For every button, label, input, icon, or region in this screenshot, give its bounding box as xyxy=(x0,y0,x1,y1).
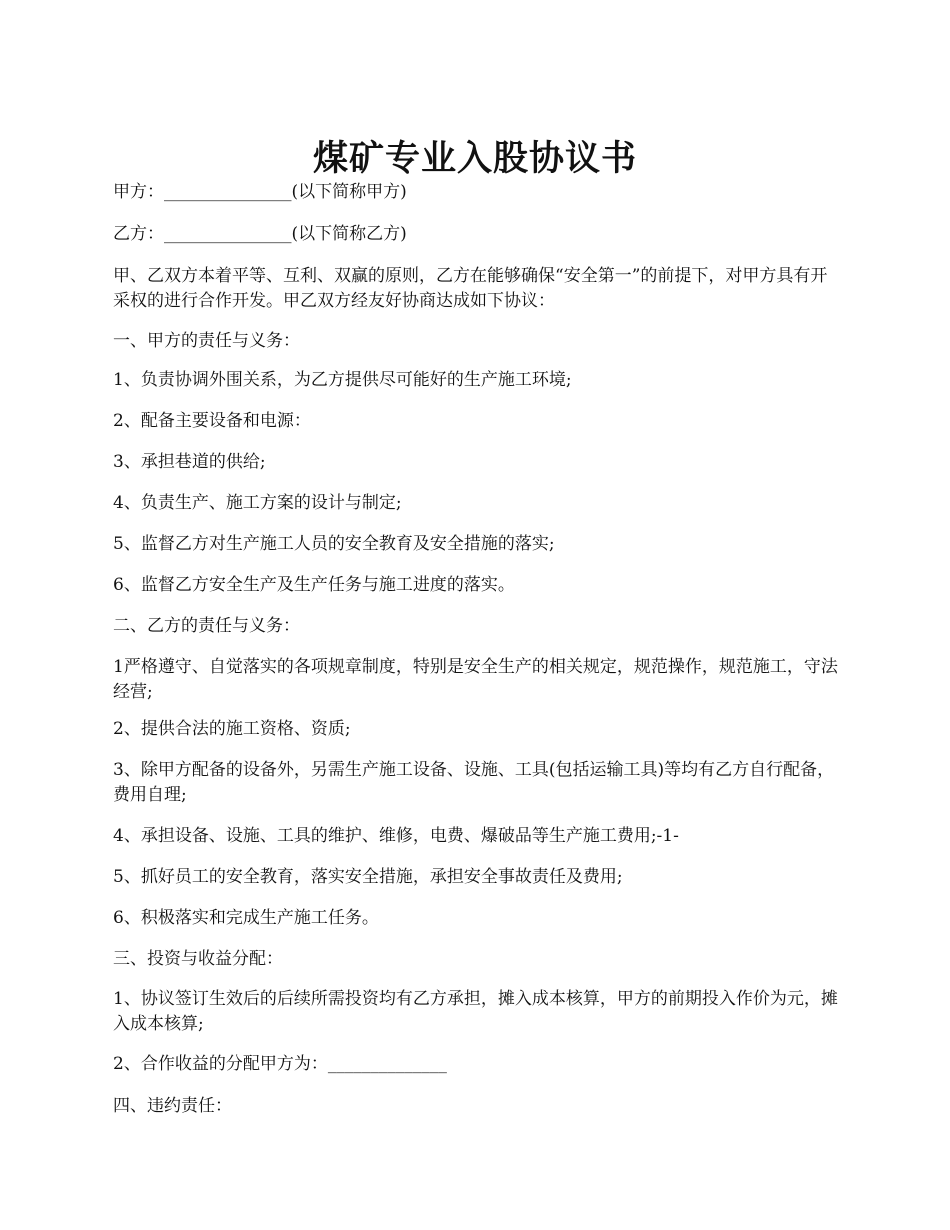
list-item: 6、监督乙方安全生产及生产任务与施工进度的落实。 xyxy=(113,575,515,595)
section-heading-4: 四、违约责任： xyxy=(113,1096,232,1116)
document-title: 煤矿专业入股协议书 xyxy=(312,138,637,180)
section-heading-2: 二、乙方的责任与义务： xyxy=(113,616,300,636)
list-item: 1、协议签订生效后的后续所需投资均有乙方承担，摊入成本核算，甲方的前期投入作价为元，摊入成本核算; xyxy=(113,989,838,1034)
list-item: 4、承担设备、设施、工具的维护、维修，电费、爆破品等生产施工费用;-1- xyxy=(113,826,679,846)
list-item: 2、提供合法的施工资格、资质; xyxy=(113,719,351,739)
list-item: 4、负责生产、施工方案的设计与制定; xyxy=(113,493,402,513)
list-item: 2、合作收益的分配甲方为：______________ xyxy=(113,1054,447,1074)
party-a-line: 甲方：_______________(以下简称甲方) xyxy=(113,182,407,202)
list-item: 2、配备主要设备和电源： xyxy=(113,411,311,431)
list-item: 5、监督乙方对生产施工人员的安全教育及安全措施的落实; xyxy=(113,534,555,554)
preamble-paragraph: 甲、乙双方本着平等、互利、双赢的原则，乙方在能够确保“安全第一”的前提下，对甲方具有开采权的进行合作开发。甲乙双方经友好协商达成如下协议： xyxy=(113,266,828,311)
section-heading-3: 三、投资与收益分配： xyxy=(113,949,283,969)
list-item: 5、抓好员工的安全教育，落实安全措施，承担安全事故责任及费用; xyxy=(113,867,623,887)
list-item: 1严格遵守、自觉落实的各项规章制度，特别是安全生产的相关规定，规范操作，规范施工，守法经营; xyxy=(113,657,838,702)
section-heading-1: 一、甲方的责任与义务： xyxy=(113,331,300,351)
party-b-line: 乙方：_______________(以下简称乙方) xyxy=(113,224,407,244)
list-item: 6、积极落实和完成生产施工任务。 xyxy=(113,908,379,928)
list-item: 3、除甲方配备的设备外，另需生产施工设备、设施、工具(包括运输工具)等均有乙方自行配备，费用自理; xyxy=(113,760,835,805)
list-item: 3、承担巷道的供给; xyxy=(113,452,266,472)
list-item: 1、负责协调外围关系，为乙方提供尽可能好的生产施工环境; xyxy=(113,370,572,390)
